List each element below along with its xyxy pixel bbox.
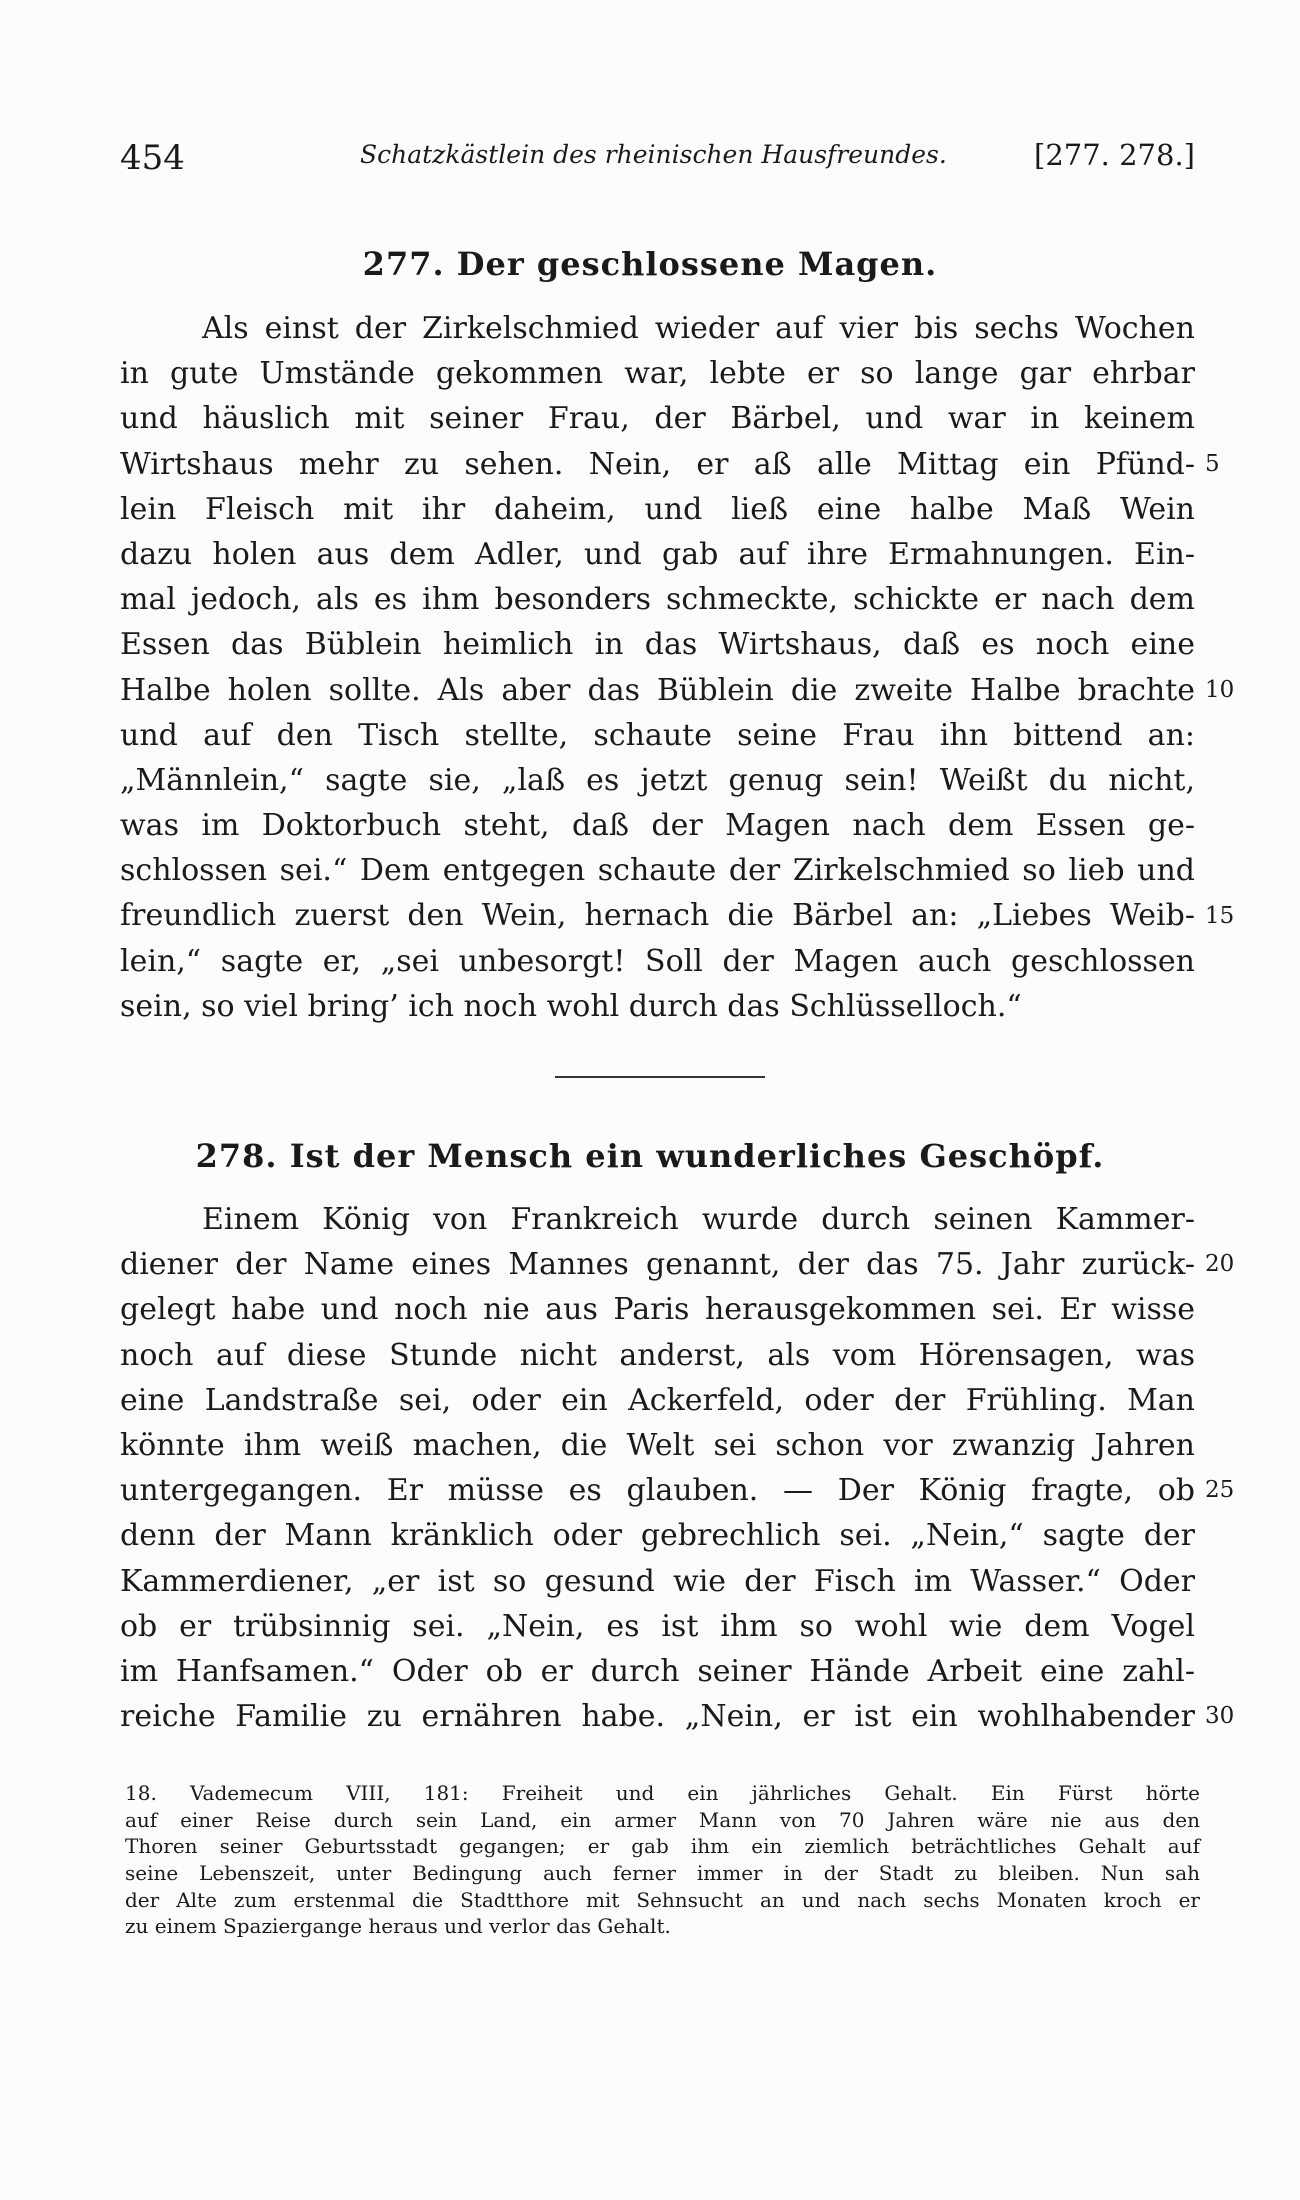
story-278-text: [120, 1197, 1195, 1739]
text-line: reiche Familie zu ernähren habe. „Nein, er ist ein wohlhabender: [120, 1699, 1195, 1735]
section-divider: [555, 1076, 765, 1078]
text-line: denn der Mann kränklich oder gebrechlich sei. „Nein,“ sagte der: [120, 1518, 1195, 1554]
text-line: im Hanfsamen.“ Oder ob er durch seiner Hände Arbeit eine zahl-: [120, 1653, 1195, 1689]
line-number: 25: [1205, 1477, 1235, 1503]
page-number: 454: [120, 138, 185, 178]
text-line: und auf den Tisch stellte, schaute seine Frau ihn bittend an:: [120, 717, 1195, 753]
text-line: untergegangen. Er müsse es glauben. — Der König fragte, ob: [120, 1473, 1195, 1509]
text-line: und häuslich mit seiner Frau, der Bärbel, und war in keinem: [120, 401, 1195, 437]
footnote-line: auf einer Reise durch sein Land, ein armer Mann von 70 Jahren wäre nie aus den: [125, 1807, 1200, 1832]
footnote-line: der Alte zum erstenmal die Stadtthore mit Sehnsucht an und nach sechs Monaten kroch er: [125, 1887, 1200, 1912]
text-line: Wirtshaus mehr zu sehen. Nein, er aß alle Mittag ein Pfünd-: [120, 446, 1195, 482]
text-line: mal jedoch, als es ihm besonders schmeckte, schickte er nach dem: [120, 582, 1195, 618]
text-line: schlossen sei.“ Dem entgegen schaute der Zirkelschmied so lieb und: [120, 853, 1195, 889]
text-line: Kammerdiener, „er ist so gesund wie der Fisch im Wasser.“ Oder: [120, 1563, 1195, 1599]
text-line: lein Fleisch mit ihr daheim, und ließ eine halbe Maß Wein: [120, 491, 1195, 527]
story-277-heading: 277. Der geschlossene Magen.: [362, 245, 938, 283]
text-line: gelegt habe und noch nie aus Paris herausgekommen sei. Er wisse: [120, 1292, 1195, 1328]
text-line: Essen das Büblein heimlich in das Wirtshaus, daß es noch eine: [120, 627, 1195, 663]
text-line: eine Landstraße sei, oder ein Ackerfeld, oder der Frühling. Man: [120, 1382, 1195, 1418]
footnote-line: seine Lebenszeit, unter Bedingung auch ferner immer in der Stadt zu bleiben. Nun sah: [125, 1861, 1200, 1886]
text-line: ob er trübsinnig sei. „Nein, es ist ihm so wohl wie dem Vogel: [120, 1608, 1195, 1644]
text-line: Halbe holen sollte. Als aber das Büblein die zweite Halbe brachte: [120, 672, 1195, 708]
story-278-heading: 278. Ist der Mensch ein wunderliches Geschöpf.: [195, 1137, 1105, 1175]
text-line: freundlich zuerst den Wein, hernach die Bärbel an: „Liebes Weib-: [120, 898, 1195, 934]
footnote: [125, 1780, 1200, 1940]
line-number: 5: [1205, 451, 1220, 477]
footnote-line: zu einem Spaziergange heraus und verlor das Gehalt.: [125, 1914, 671, 1939]
text-line: lein,“ sagte er, „sei unbesorgt! Soll der Magen auch geschlossen: [120, 943, 1195, 979]
text-line: was im Doktorbuch steht, daß der Magen nach dem Essen ge-: [120, 808, 1195, 844]
story-277-text: [120, 306, 1195, 1029]
text-line: noch auf diese Stunde nicht anderst, als vom Hörensagen, was: [120, 1337, 1195, 1373]
text-line: dazu holen aus dem Adler, und gab auf ihre Ermahnungen. Ein-: [120, 536, 1195, 572]
section-range: [277. 278.]: [1034, 138, 1195, 172]
text-line: sein, so viel bring’ ich noch wohl durch das Schlüsselloch.“: [120, 988, 1022, 1024]
running-title: Schatzkästlein des rheinischen Hausfreundes.: [360, 140, 947, 169]
text-line: in gute Umstände gekommen war, lebte er so lange gar ehrbar: [120, 356, 1195, 392]
line-number: 30: [1205, 1703, 1235, 1729]
text-line: „Männlein,“ sagte sie, „laß es jetzt genug sein! Weißt du nicht,: [120, 762, 1195, 798]
line-number: 20: [1205, 1251, 1235, 1277]
line-number: 15: [1205, 903, 1235, 929]
line-number: 10: [1205, 677, 1235, 703]
running-header: [120, 138, 1195, 188]
text-line: Einem König von Frankreich wurde durch seinen Kammer-: [202, 1202, 1195, 1237]
text-line: Als einst der Zirkelschmied wieder auf vier bis sechs Wochen: [202, 311, 1195, 346]
text-line: diener der Name eines Mannes genannt, der das 75. Jahr zurück-: [120, 1247, 1195, 1283]
text-line: könnte ihm weiß machen, die Welt sei schon vor zwanzig Jahren: [120, 1427, 1195, 1463]
footnote-line: 18. Vademecum VIII, 181: Freiheit und ein jährliches Gehalt. Ein Fürst hörte: [125, 1781, 1200, 1805]
footnote-line: Thoren seiner Geburtsstadt gegangen; er gab ihm ein ziemlich beträchtliches Gehalt auf: [125, 1834, 1200, 1859]
